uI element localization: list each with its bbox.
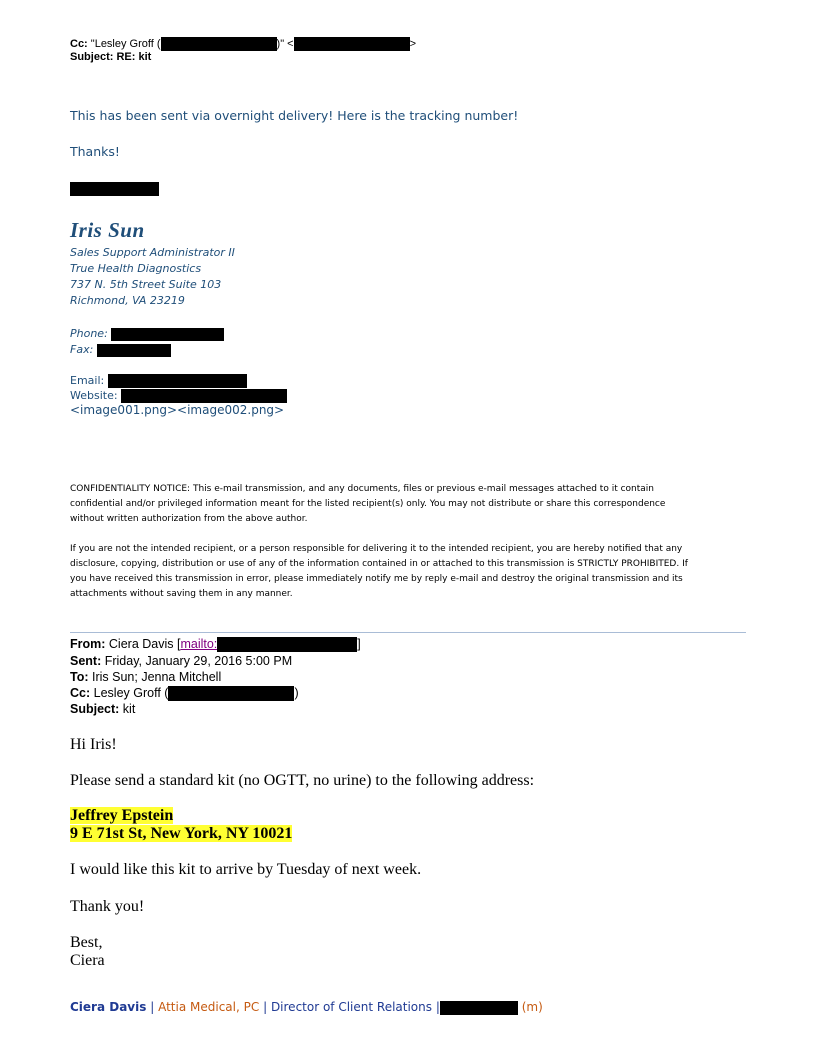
divider (70, 632, 746, 633)
subject-label: Subject: (70, 51, 114, 63)
website-label: Website: (70, 389, 118, 402)
notice-line: CONFIDENTIALITY NOTICE: This e-mail transmission, and any documents, files or previous e-mail messages attached to it contain (70, 484, 654, 494)
sent-line (70, 654, 292, 668)
phone-label: Phone: (70, 327, 108, 340)
fax-label: Fax: (70, 343, 94, 356)
subject-value: RE: kit (116, 51, 152, 63)
from-line (70, 637, 361, 652)
notice-line: confidential and/or privileged information meant for the listed recipient(s) only. You may not distribute or share this correspondence (70, 499, 666, 509)
address-name: Jeffrey Epstein (70, 807, 174, 824)
cc-line (70, 37, 416, 51)
mailto-link[interactable]: mailto: (180, 637, 218, 651)
orig-cc-label: Cc: (70, 686, 91, 700)
footer-company: Attia Medical, PC (158, 1000, 260, 1014)
notice-line: If you are not the intended recipient, or a person responsible for delivering it to the intended recipient, you are hereby notified that any (70, 544, 683, 554)
notice-line: attachments without saving them in any manner. (70, 589, 293, 599)
cc-suffix: > (409, 37, 417, 50)
signature-images: <image001.png><image002.png> (70, 403, 285, 417)
phone-line (70, 327, 224, 341)
redaction-bar (108, 374, 247, 388)
footer-mobile: (m) (521, 1000, 543, 1014)
greeting: Hi Iris! (70, 736, 117, 753)
closing (70, 934, 105, 970)
footer-sep: | (435, 1000, 440, 1014)
cc-label: Cc: (70, 37, 88, 50)
thanks-line: Thank you! (70, 898, 145, 915)
request-line: Please send a standard kit (no OGTT, no urine) to the following address: (70, 772, 535, 789)
footer-sep: | (150, 1000, 155, 1014)
redaction-bar (97, 344, 171, 357)
to-label: To: (70, 670, 89, 684)
orig-cc-line (70, 686, 299, 701)
signature-company: True Health Diagnostics (70, 262, 202, 275)
address-block (70, 807, 292, 843)
from-label: From: (70, 637, 106, 651)
confidentiality-notice (70, 482, 665, 527)
reply-line-2: Thanks! (70, 144, 120, 159)
footer-signature (70, 1000, 543, 1015)
email-label: Email: (70, 374, 105, 387)
arrive-line: I would like this kit to arrive by Tuesday of next week. (70, 861, 422, 878)
redaction-bar (70, 182, 159, 196)
signature-city: Richmond, VA 23219 (70, 294, 185, 307)
redaction-bar (440, 1001, 518, 1015)
email-line (70, 374, 247, 388)
fax-line (70, 343, 171, 357)
orig-cc-value: Lesley Groff ( (93, 686, 169, 700)
orig-subject-label: Subject: (70, 702, 120, 716)
best-line: Best, (70, 934, 103, 951)
signature-name: Iris Sun (70, 218, 145, 242)
redaction-bar (161, 37, 277, 51)
to-value: Iris Sun; Jenna Mitchell (92, 670, 222, 684)
orig-cc-end: ) (294, 686, 299, 700)
footer-sep: | (263, 1000, 268, 1014)
prohibition-notice (70, 542, 688, 602)
cc-prefix: "Lesley Groff ( (90, 37, 161, 50)
from-value: Ciera Davis [ (108, 637, 181, 651)
address-street: 9 E 71st St, New York, NY 10021 (70, 825, 293, 842)
redaction-bar (111, 328, 224, 341)
redaction-bar (168, 686, 294, 701)
notice-line: disclosure, copying, distribution or use of any of the information contained in or attached to this transmission is STRICTLY PROHIBITED. If (70, 559, 688, 569)
redaction-bar (217, 637, 357, 652)
notice-line: you have received this transmission in error, please immediately notify me by reply e-mail and destroy the original transmission and its (70, 574, 683, 584)
orig-subject-value: kit (122, 702, 136, 716)
footer-role: Director of Client Relations (270, 1000, 432, 1014)
subject-line (70, 51, 151, 63)
to-line (70, 670, 221, 684)
redaction-bar (121, 389, 287, 403)
website-line (70, 389, 287, 403)
signature-street: 737 N. 5th Street Suite 103 (70, 278, 222, 291)
sent-label: Sent: (70, 654, 102, 668)
sent-value: Friday, January 29, 2016 5:00 PM (104, 654, 293, 668)
orig-subject-line (70, 702, 135, 716)
redaction-bar (294, 37, 410, 51)
from-end: ] (357, 637, 361, 651)
notice-line: without written authorization from the above author. (70, 514, 308, 524)
reply-line-1: This has been sent via overnight delivery! Here is the tracking number! (70, 108, 519, 123)
footer-name: Ciera Davis (70, 1000, 147, 1014)
cc-middle: )" < (276, 37, 294, 50)
signature-title: Sales Support Administrator II (70, 246, 235, 259)
sign-line: Ciera (70, 952, 105, 969)
